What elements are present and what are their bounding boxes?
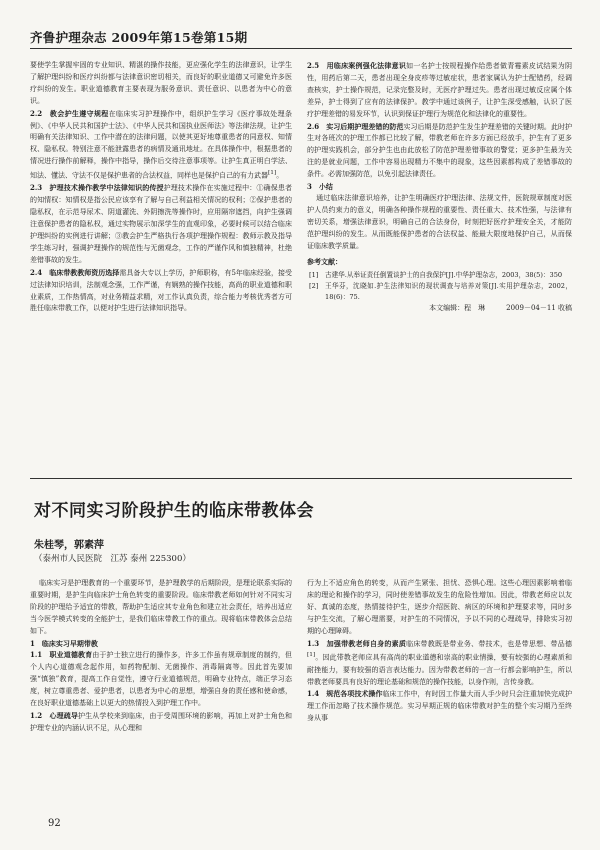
references-label: 参考文献： [307,256,342,266]
section-2-3 [30,182,292,266]
article-separator-rule [30,478,572,479]
section-body: 需具备大专以上学历，护师职称，有5年临床经验，接受过法律知识培训，法制观念强，工作严谨，有娴熟的操作技能，高尚的职业道德和职业素质，工作热情高，对业务精益求精，对工作认真负责，综合能力考核优秀者方可胜任临床带教工作，以便对护生进行法律知识指导。 [30,268,292,313]
section-1-4 [307,688,572,725]
section-1-3 [307,638,572,689]
header-rule [30,48,572,49]
section-2-6 [307,121,572,182]
section-heading: 1.4 规范各项技术操作 [307,689,383,699]
article-affiliation: （泰州市人民医院 江苏 泰州 225300） [34,554,191,564]
reference-number: [2] [309,282,319,291]
section-body: 临床工作中，有时因工作量大而人手少时只会注重加快完成护理工作而忽略了技术操作规范。实习早期正规的临床带教对护生的整个实习期乃至终身从事 [307,690,572,723]
section-1-heading: 1 临床实习早期带教 [30,638,98,648]
citation: [1] [307,652,316,659]
reference-text: 王华芬，沈晓如.护生法律知识的现状调查与培养对策[J].实用护理杂志，2002，18(6)：75. [325,282,572,302]
section-body: 护生从学校来到临床，由于受周围环境的影响，再加上对护士角色和护理专业的内涵认识不足，从心理和 [30,711,292,732]
section-body: 在临床实习护理操作中，组织护生学习《医疗事故处理条例》、《中华人民共和国护士法》、《中华人民共和国执业医师法》等法律法规，让护生明确有关法律知识、工作中潜在的法律问题，以使其更好地尊重患者的同意权、知情权、隐私权。特别注意不能泄露患者的病情及通讯地址。在具体操作中，根据患者的情况进行操作前解释，操作中指导，操作后交待注意事项等。让护生真正明白学法、知法、懂法、守法不仅是保护患者的合法权益，同样也是保护自己的有力武器 [30,109,292,180]
lower-right-column [307,578,572,814]
section-1-1 [30,649,292,710]
paragraph: 要使学生掌握牢固的专业知识、精湛的操作技能，更应强化学生的法律意识，让学生了解护理纠纷和医疗纠纷都与法律意识密切相关，而良好的职业道德又可避免许多医疗纠纷的发生。职业道德教育主要表现为服务意识、责任意识、以患者为中心的意识。 [30,61,292,105]
section-3-body: 通过临床法律意识培养，让护生明确医疗护理法律、法规文件，医院规章制度对医护人员约束力的意义，明确各种操作规程的重要性、责任重大、技术性强，与法律有密切关系，增强法律意识，明确自己的合法身份，时刻把好医疗护理安全关，才能防范护理纠纷的发生。从而既能保护患者的合法权益、能最大限度地保护自己，从而保证临床教学质量。 [307,193,572,250]
section-heading: 1.3 加强带教老师自身的素质 [307,638,407,648]
article-title: 对不同实习阶段护生的临床带教体会 [34,501,314,521]
section-2-4 [30,267,292,316]
section-1-2 [30,710,292,735]
continued-paragraph: 行为上不适应角色的转变，从而产生紧张、担忧、恐惧心理。这些心理因素影响着临床的理论和操作的学习，同时使差错事故发生的危险性增加。因此，带教老师应以友好、真诚的态度，热情接待护生，逐步介绍医院、病区的环境和护理要求等，同时多与护生交流，了解心理需要，对护生的不同情况，予以不同的心理疏导，排除实习初期的心理障碍。 [307,579,572,635]
section-heading: 1.1 职业道德教育 [30,650,93,660]
lower-left-column [30,578,292,814]
running-header: 齐鲁护理杂志 2009年第15卷第15期 [30,30,248,45]
section-2-2 [30,108,292,183]
section-2-5 [307,60,572,121]
section-3-heading: 3 小结 [307,182,333,192]
section-body-cont: 。因此带教老师应具有高尚的职业道德和崇高的职业情操，要有较强的心理素质和耐挫能力，要有较强的语言表达能力。因为带教老师的一言一行都会影响护生，所以带教老师要具有良好的理论基础和规范的操作技能，以身作则，言传身教。 [307,653,572,686]
article-authors: 朱桂琴，郭素萍 [34,540,104,551]
intro-paragraph: 临床实习是护理教育的一个重要环节，是护理教学的后期阶段，是理论联系实际的重要时期，是护生向临床护士角色转变的重要阶段。临床带教老师如何针对不同实习阶段的护理给予适宜的带教，帮助护生适应其专业角色和建立社会责任，培养出适应当今医学模式转变的全能护士，是我们临床带教工作的重点。现将临床带教体会总结如下。 [30,579,292,635]
section-body: 护理技术操作在实施过程中：①确保患者的知情权：知情权是指公民应该享有了解与自己利益相关情况的权利；②保护患者的隐私权，在示范导尿术、阴道灌洗、外阴擦洗等操作时，应用隔帘遮挡，向护生强调注意保护患者的隐私权，通过实物展示加深学生的直观印象，必要时候可以结合临床护理纠纷的实例进行讲解；③教会护生严格执行各项护理操作规程：教师示教及指导学生练习时，强调护理操作的规范性与无菌观念，工作的严谨作风和慎独精神，杜绝差错事故的发生。 [30,184,292,264]
page-number: 92 [48,818,61,829]
section-body: 实习后期是防范护生发生护理差错的关键时期。此时护生对各班次的护理工作都已比较了解，带教老师在许多方面已经放手，护生有了更多的护理实践机会，部分护生也由此放松了防范护理差错事故的警觉；更多护生最为关注的是就业问题，工作中容易出现精力不集中的现象，这些因素都构成了差错事故的条件。必需加强防范，以免引起法律责任。 [307,122,572,179]
section-body: 由于护士独立进行的操作多，许多工作虽有规章制度的制约，但个人内心道德观念起作用，如药物配制、无菌操作、消毒隔离等。因此首先要加强“慎独”教育，提高工作自觉性，遵守行业道德规范，明确专业特点，端正学习态度，树立尊重患者、爱护患者，以患者为中心的思想，增强自身的责任感和使命感，在良好职业道德基础上以更大的热情投入到护理工作中。 [30,651,292,708]
reference-text: 古建华.从举证责任倒置谈护士的自我保护[J].中华护理杂志，2003，38(5)：350 [325,271,563,280]
section-heading: 1.2 心理疏导 [30,710,79,720]
section-heading: 2.6 实习后期护理差错的防范 [307,121,404,131]
section-heading: 2.5 用临床案例强化法律意识 [307,61,407,70]
reference-item [307,281,572,303]
citation: [1] [268,170,277,177]
section-heading: 2.2 教会护生遵守规程 [30,108,109,118]
section-body: 如一名护士按规程操作给患者做青霉素皮试结果为阴性，用药后第二天，患者出现全身皮疹等过敏症状，患者家属认为护士配错药，经调查核实，护士操作规范，记录完整及时，无医疗护理过失。患者出现过敏反应属个体差异，护士得到了应有的法律保护。教学中通过该例子，让护生深受感触，认识了医疗护理差错的易发环节，认识到保证护理行为规范化和法律化的重要性。 [307,62,572,118]
section-body: 临床带教既是带业务、带技术，也是带思想、带品德 [406,639,572,648]
section-heading: 2.3 护理技术操作教学中法律知识的传授 [30,183,164,193]
upper-left-column [30,60,292,470]
section-heading: 2.4 临床带教教师资历选择 [30,267,120,277]
reference-number: [1] [309,271,319,280]
editor-line: 本文编辑：程 琳 2009－04－11 收稿 [429,304,572,313]
section-body-end: 。 [276,171,284,180]
upper-right-column [307,60,572,470]
reference-item [307,270,572,281]
